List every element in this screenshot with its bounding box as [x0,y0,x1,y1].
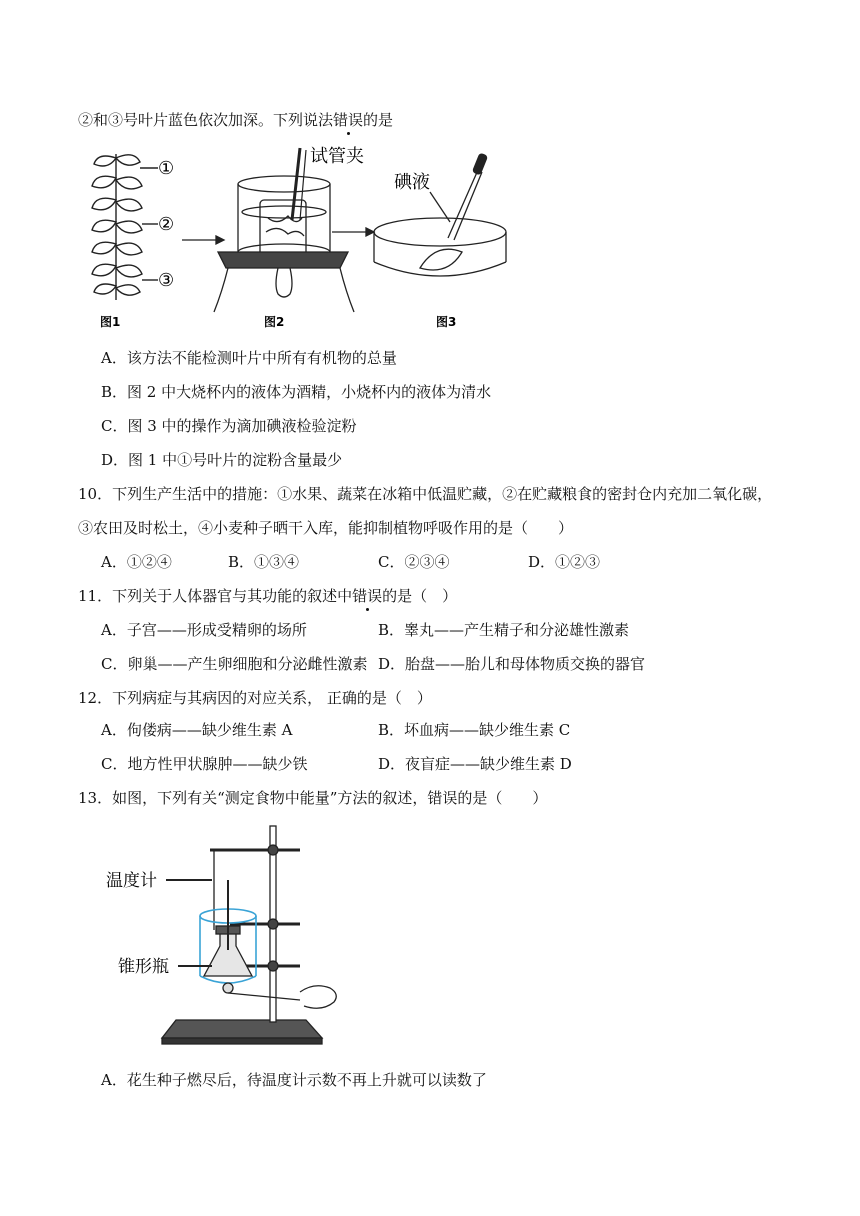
q12-stem: 12．下列病症与其病因的对应关系， 正确的是（ ） [78,689,432,707]
q11-stem: 11．下列关于人体器官与其功能的叙述中错误的是（ ） [78,587,458,605]
plant-diagram [92,154,158,300]
q12-option-d: D．夜盲症——缺少维生素 D [378,755,572,773]
marker-3: ③ [158,270,175,291]
emphasis-dots: 错误 [333,111,364,129]
q10-stem-line1: 10．下列生产生活中的措施：①水果、蔬菜在冰箱中低温贮藏，②在贮藏粮食的密封仓内充加二氧化碳， [78,485,773,503]
marker-2: ② [158,214,175,235]
label-iodine: 碘液 [394,172,430,193]
iron-stand-diagram [162,826,336,1044]
q11-option-b: B．睾丸——产生精子和分泌雄性激素 [378,621,630,639]
q9-intro: ②和③号叶片蓝色依次加深。下列说法错误的是 [78,111,394,129]
q13-stem: 13．如图，下列有关“测定食物中能量”方法的叙述，错误的是（ ） [78,789,548,807]
label-tube-clamp: 试管夹 [310,146,364,167]
q9-option-a: A．该方法不能检测叶片中所有有机物的总量 [101,349,397,367]
q12-option-b: B．坏血病——缺少维生素 C [378,721,571,739]
marker-1: ① [158,158,175,179]
q10-option-c: C．②③④ [378,553,450,571]
caption-fig2: 图2 [264,315,285,329]
label-thermometer: 温度计 [106,871,157,891]
q11-option-a: A．子宫——形成受精卵的场所 [101,621,307,639]
label-flask: 锥形瓶 [118,957,169,977]
q10-option-a: A．①②④ [101,553,172,571]
q13-figure [100,820,360,1060]
q12-option-c: C．地方性甲状腺肿——缺少铁 [101,755,308,773]
q12-option-a: A．佝偻病——缺少维生素 A [101,721,293,739]
q9-option-b: B．图 2 中大烧杯内的液体为酒精，小烧杯内的液体为清水 [101,383,492,401]
q11-option-c: C．卵巢——产生卵细胞和分泌雌性激素 [101,655,368,673]
q10-option-d: D．①②③ [528,553,601,571]
q10-stem-line2: ③农田及时松土，④小麦种子晒干入库，能抑制植物呼吸作用的是（ ） [78,519,574,537]
caption-fig3: 图3 [436,315,457,329]
q10-option-b: B．①③④ [228,553,300,571]
q9-figure [78,140,518,335]
q9-option-d: D．图 1 中①号叶片的淀粉含量最少 [101,451,343,469]
emphasis-dots: 错误 [352,587,383,605]
arrow-icon [182,236,224,244]
caption-fig1: 图1 [100,315,121,329]
q9-option-c: C．图 3 中的操作为滴加碘液检验淀粉 [101,417,357,435]
water-bath-diagram [214,148,354,312]
arrow-icon [332,228,374,236]
q11-option-d: D．胎盘——胎儿和母体物质交换的器官 [378,655,646,673]
q13-option-a: A．花生种子燃尽后，待温度计示数不再上升就可以读数了 [101,1071,487,1089]
